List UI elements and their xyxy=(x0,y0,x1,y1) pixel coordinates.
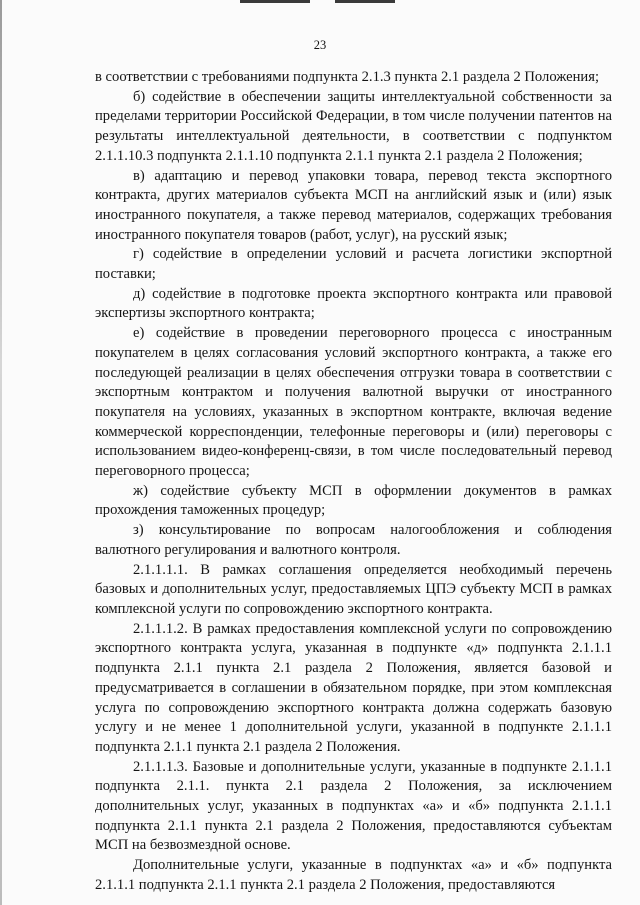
paragraph: 2.1.1.1.1. В рамках соглашения определяется необходимый перечень базовых и дополнительных услуг, предоставляемых ЦПЭ субъекту МСП в рамках комплексной услуги по сопровождению экспортного контракта. xyxy=(95,561,612,617)
paragraph: е) содействие в проведении переговорного процесса с иностранным покупателем в целях согласования условий экспортного контракта, а также его последующей реализации в целях обеспечения отгрузки товара в соответствии с экспортным контрактом и получения валютной выручки от иностранного покупателя на условиях, указанных в экспортном контракте, включая ведение коммерческой корреспонденции, телефонные переговоры и (или) переговоры с использованием видео-конференц-связи, в том числе последовательный перевод переговорного процесса; xyxy=(95,325,612,480)
page-number: 23 xyxy=(313,38,327,52)
paragraph: д) содействие в подготовке проекта экспортного контракта или правовой экспертизы экспортного контракта; xyxy=(95,285,612,322)
scan-edge-shadow xyxy=(0,0,2,905)
paragraph: з) консультирование по вопросам налогообложения и соблюдения валютного регулирования и валютного контроля. xyxy=(95,522,612,558)
paragraph: б) содействие в обеспечении защиты интеллектуальной собственности за пределами территории Российской Федерации, в том числе получении патентов на результаты интеллектуальной деятельности, в соответствии с подпунктом 2.1.1.10.3 подпункта 2.1.1.10 подпункта 2.1.1 пункта 2.1 раздела 2 Положения; xyxy=(95,88,612,164)
scan-artifact-mark xyxy=(335,0,395,3)
paragraph: в) адаптацию и перевод упаковки товара, перевод текста экспортного контракта, других материалов субъекта МСП на английский язык и (или) язык иностранного покупателя, а также перевод материалов, содержащих требования иностранного покупателя товаров (работ, услуг), на русский язык; xyxy=(95,167,612,243)
paragraph: ж) содействие субъекту МСП в оформлении документов в рамках прохождения таможенных процедур; xyxy=(95,482,612,519)
document-body xyxy=(95,68,612,896)
paragraph: 2.1.1.1.3. Базовые и дополнительные услуги, указанные в подпункте 2.1.1.1 подпункта 2.1.1. пункта 2.1 раздела 2 Положения, за исключением дополнительных услуг, указанных в подпунктах «а» и «б» подпункта 2.1.1.1 подпункта 2.1.1 пункта 2.1 раздела 2 Положения, предоставляются субъектам МСП на безвозмездной основе. xyxy=(95,758,612,854)
paragraph: г) содействие в определении условий и расчета логистики экспортной поставки; xyxy=(95,246,612,283)
paragraph: Дополнительные услуги, указанные в подпунктах «а» и «б» подпункта 2.1.1.1 подпункта 2.1.1 пункта 2.1 раздела 2 Положения, предоставляются xyxy=(95,857,612,893)
paragraph: в соответствии с требованиями подпункта 2.1.3 пункта 2.1 раздела 2 Положения; xyxy=(95,69,600,85)
paragraph: 2.1.1.1.2. В рамках предоставления комплексной услуги по сопровождению экспортного контракта услуга, указанная в подпункте «д» подпункта 2.1.1.1 подпункта 2.1.1 пункта 2.1 раздела 2 Положения, является базовой и предусматривается в соглашении в обязательном порядке, при этом комплексная услуга по сопровождению экспортного контракта должна содержать базовую услугу и не менее 1 дополнительной услуги, указанной в подпункте 2.1.1.1 подпункта 2.1.1 пункта 2.1 раздела 2 Положения. xyxy=(95,620,612,755)
scan-artifact-mark xyxy=(240,0,310,3)
